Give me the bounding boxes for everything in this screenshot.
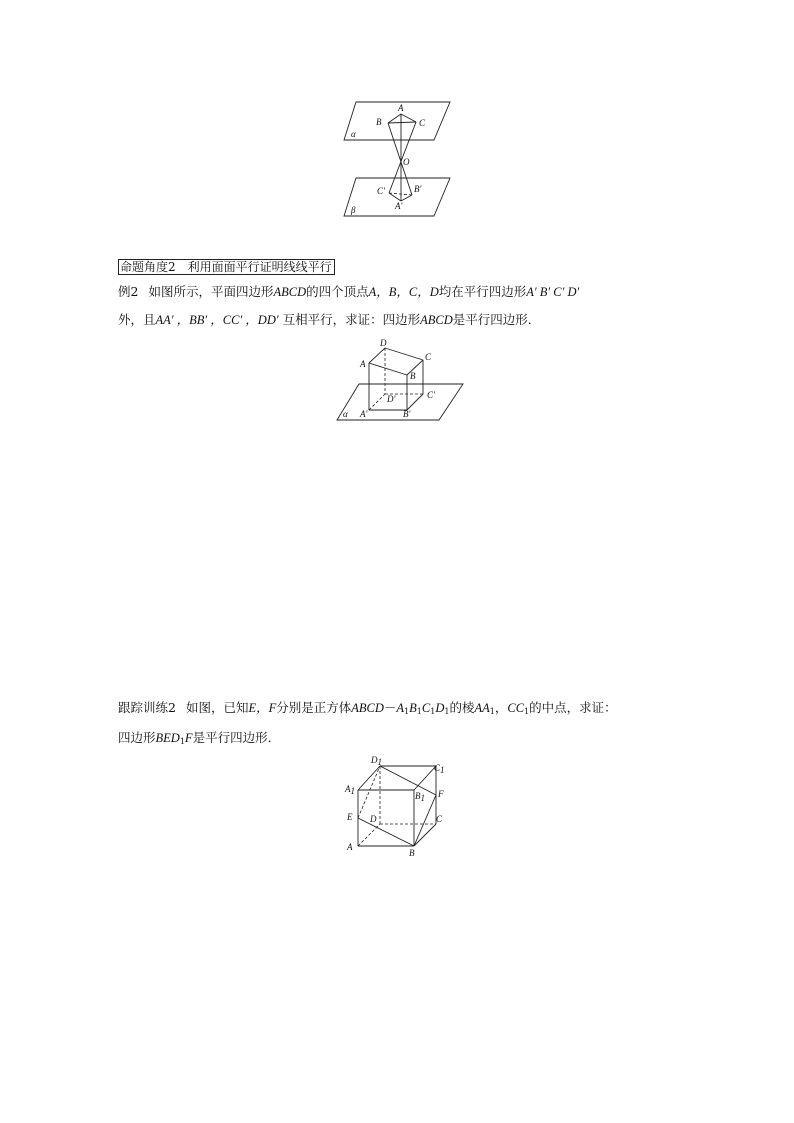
label-B-prime: B′ [414, 184, 422, 194]
label-D: D [380, 338, 387, 348]
figure-two-planes [340, 98, 460, 222]
training-2 [118, 697, 698, 753]
label-A: A [347, 842, 353, 852]
example-2-line-2: 外，且AA′ ，BB′ ，CC′ ，DD′ 互相平行，求证：四边形ABCD是平行四边形． [118, 312, 541, 327]
label-alpha: α [351, 129, 356, 139]
label-C: C [436, 814, 443, 824]
training-2-line-2: 四边形$BED_1F$是平行四边形． [118, 730, 281, 746]
training-2-line-1: 跟踪训练2 如图，已知E，F分别是正方体$ABCD-A_1B_1C_1D_1$的棱$AA_1$，$CC_1$的中点，求证： [118, 700, 617, 716]
label-beta: β [351, 205, 356, 215]
label-O: O [403, 157, 410, 167]
plane-alpha [344, 102, 450, 140]
label-F: F [438, 789, 444, 799]
label-A1: A1 [345, 784, 355, 796]
label-C-prime: C′ [377, 186, 385, 196]
label-B-prime: B′ [403, 409, 411, 419]
label-alpha: α [343, 409, 348, 419]
figure-quad-above-plane [335, 336, 465, 426]
label-E: E [347, 812, 353, 822]
section-heading: 命题角度2 利用面面平行证明线线平行 [118, 259, 335, 275]
label-C: C [425, 352, 432, 362]
label-C-prime: C′ [427, 390, 435, 400]
label-B: B [410, 371, 416, 381]
figure-cube [342, 752, 452, 860]
label-A-prime: A′ [395, 201, 403, 211]
label-A: A [360, 359, 366, 369]
label-D-prime: D′ [387, 394, 396, 404]
label-C1: C1 [434, 763, 445, 775]
example-2 [118, 281, 698, 331]
plane-alpha [337, 384, 463, 420]
label-A-prime: A′ [360, 409, 368, 419]
label-D1: D1 [371, 755, 382, 767]
label-A: A [398, 103, 404, 113]
example-2-line-1: 例2 如图所示，平面四边形ABCD的四个顶点A，B，C，D均在平行四边形A′ B′ C′ D′ [118, 284, 580, 299]
training-label: 跟踪训练2 [118, 700, 176, 715]
label-B: B [409, 848, 415, 858]
example-label: 例2 [118, 284, 139, 299]
label-B: B [376, 117, 382, 127]
label-C: C [419, 118, 426, 128]
label-D: D [370, 814, 377, 824]
label-B1: B1 [415, 791, 425, 803]
